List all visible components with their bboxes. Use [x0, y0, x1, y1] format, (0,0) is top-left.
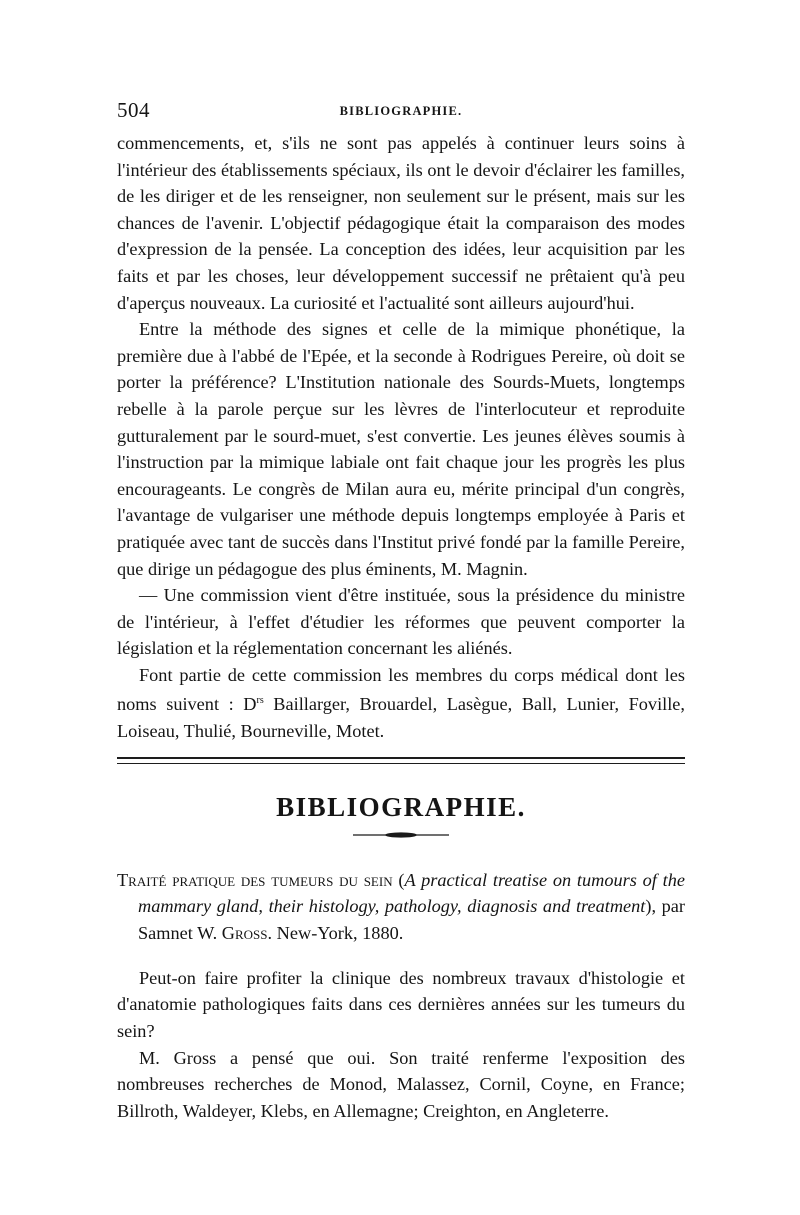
place-year: . New-York, 1880. [267, 922, 404, 943]
review-paragraph: M. Gross a pensé que oui. Son traité renferme l'exposition des nombreuses recherches de Monod, Malassez, Cornil, Coyne, en France; Billroth, Waldeyer, Klebs, en Allemagne; Creighton, en Angleterre. [117, 1047, 685, 1121]
running-title: BIBLIOGRAPHIE. [339, 104, 463, 118]
running-head [117, 92, 685, 130]
paragraph-deaf-mute-methods: Entre la méthode des signes et celle de la mimique phonétique, la première due à l'abbé de l'Epée, et la seconde à Rodrigues Pereire, où doit se porter la préférence? L'Institution nationale des Sourds-Muets, longtemps rebelle à la parole perçue sur les lèvres de l'interlocuteur et reproduite gutturalement par le sourd-muet, s'est convertie. Les jeunes élèves soumis à l'instruction par la mimique labiale ont fait chaque jour les progrès les plus encourageants. Le congrès de Milan aura eu, mérite principal d'un congrès, l'avantage de vulgariser une méthode depuis longtemps employée à Paris et pratiquée avec tant de succès dans l'Institut privé fondé par la famille Pereire, que dirige un pédagogue des plus éminents, M. Magnin. [117, 319, 685, 579]
review-paragraph: Peut-on faire profiter la clinique des nombreux travaux d'histologie et d'anatomie pathologiques faits dans ces dernières années sur les tumeurs du sein? [117, 967, 685, 1041]
book-page [117, 92, 685, 1124]
paren-open: ( [392, 869, 405, 890]
paragraph-commission: — Une commission vient d'être instituée, sous la présidence du ministre de l'intérieur, à l'effet d'étudier les réformes que peuvent comporter la législation et la réglementation concernant les aliénés. [117, 585, 685, 659]
section-divider [117, 757, 685, 764]
ornament-dash [351, 831, 451, 839]
author-name: Gross [221, 922, 268, 943]
doctors-abbreviation: rs [256, 695, 264, 707]
section-title: BIBLIOGRAPHIE. [276, 791, 526, 822]
english-title: A practical treatise on tumours of the mammary gland, their histology, pathology, diagnosis and treatment [138, 869, 686, 917]
author-prefix: par Samnet W. [138, 896, 685, 943]
commission-text-after: Baillarger, Brouardel, Lasègue, Ball, Lunier, Foville, Loiseau, Thulié, Bourneville, Motet. [117, 694, 685, 742]
commission-text-before: Font partie de cette commission les membres du corps médical dont les noms suivent : D [117, 664, 685, 715]
book-title: Traité pratique des tumeurs du sein [117, 869, 393, 890]
review-body [117, 965, 685, 1125]
paragraph-continuation: commencements, et, s'ils ne sont pas appelés à continuer leurs soins à l'intérieur des établissements spéciaux, ils ont le devoir d'éclairer les familles, de les diriger et de les renseigner, non seulement sur le présent, mais sur les chances de l'avenir. L'objectif pédagogique était la comparaison des modes d'expression de la pensée. La conception des idées, leur acquisition par les faits et par les choses, leur développement successif ne prêtaient qu'à peu d'aperçus nouveaux. La curiosité et l'actualité sont ailleurs aujourd'hui. [117, 133, 685, 313]
paragraph-commission-members [117, 662, 685, 745]
bibliography-entry [117, 867, 685, 947]
page-number: 504 [117, 98, 150, 122]
paren-close: ), [645, 896, 657, 917]
